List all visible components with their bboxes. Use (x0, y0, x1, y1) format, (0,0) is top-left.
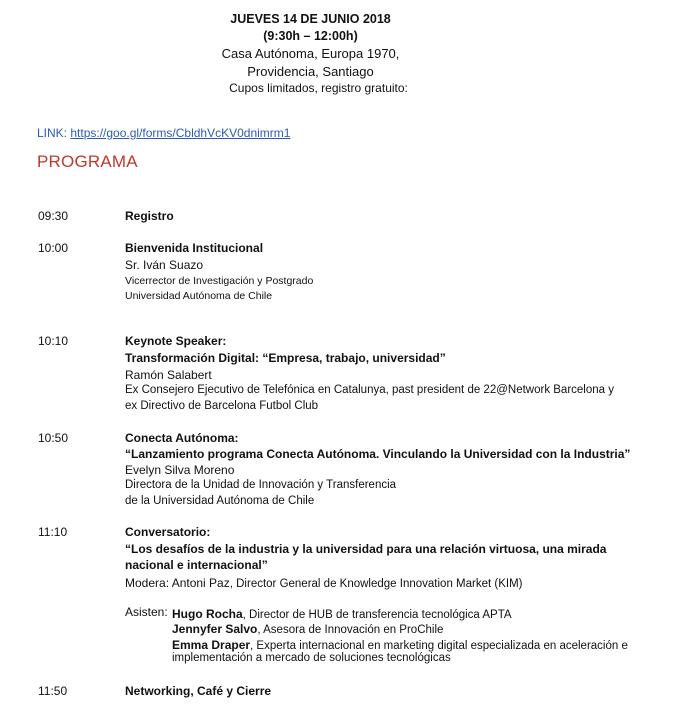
speaker-role: Universidad Autónoma de Chile (125, 290, 273, 302)
speaker-role: ex Directivo de Barcelona Futbol Club (125, 400, 319, 412)
agenda-title: Conecta Autónoma: (125, 431, 239, 445)
speaker-role: de la Universidad Autónoma de Chile (125, 495, 315, 507)
registration-link[interactable] (37, 126, 290, 140)
agenda-title: Registro (125, 209, 174, 223)
attendee-role: , Experta internacional en marketing digital especializada en aceleración e (250, 640, 628, 652)
attendee-role: , Asesora de Innovación en ProChile (257, 624, 444, 636)
section-title: PROGRAMA (37, 152, 138, 171)
speaker-name: Sr. Iván Suazo (125, 258, 204, 272)
agenda-time: 11:50 (38, 684, 68, 698)
registration-note: Cupos limitados, registro gratuito: (229, 81, 408, 95)
event-place: Providencia, Santiago (247, 64, 374, 79)
attendee-role: , Director de HUB de transferencia tecnológica APTA (242, 609, 512, 621)
attendee-name: Emma Draper (172, 638, 251, 652)
speaker-role: Vicerrector de Investigación y Postgrado (125, 275, 314, 287)
agenda-title: Bienvenida Institucional (125, 241, 264, 255)
speaker-name: Ramón Salabert (125, 368, 212, 382)
link-url: https://goo.gl/forms/CbldhVcKV0dnimrm1 (70, 126, 291, 140)
attendee-name: Hugo Rocha (172, 607, 243, 621)
agenda-subtitle: “Los desafíos de la industria y la universidad para una relación virtuosa, una mirada (125, 542, 607, 556)
link-prefix: LINK: (37, 126, 71, 140)
speaker-name: Evelyn Silva Moreno (125, 463, 235, 477)
agenda-time: 10:10 (38, 334, 69, 348)
event-date: JUEVES 14 DE JUNIO 2018 (230, 12, 391, 26)
event-venue: Casa Autónoma, Europa 1970, (221, 46, 400, 61)
attendee-role-cont: implementación a mercado de soluciones tecnológicas (172, 652, 451, 664)
agenda-time: 09:30 (38, 209, 69, 223)
agenda-time: 11:10 (38, 525, 68, 539)
moderator-label: Modera: Antoni Paz (125, 576, 230, 590)
agenda-time: 10:50 (38, 431, 69, 445)
agenda-title: Keynote Speaker: (125, 334, 227, 348)
event-time: (9:30h – 12:00h) (263, 29, 358, 43)
moderator-line (125, 574, 522, 592)
agenda-subtitle: “Lanzamiento programa Conecta Autónoma. Vinculando la Universidad con la Industria” (125, 447, 631, 461)
moderator-role: , Director General de Knowledge Innovation Market (KIM) (229, 578, 523, 590)
agenda-title: Networking, Café y Cierre (125, 684, 272, 698)
agenda-subtitle: Transformación Digital: “Empresa, trabajo, universidad” (125, 351, 446, 365)
agenda-subtitle: nacional e internacional” (125, 558, 268, 572)
speaker-role: Ex Consejero Ejecutivo de Telefónica en Catalunya, past president de 22@Network Barcelona y (125, 384, 614, 396)
speaker-role: Directora de la Unidad de Innovación y Transferencia (125, 479, 397, 491)
agenda-title: Conversatorio: (125, 525, 211, 539)
agenda-time: 10:00 (38, 241, 69, 255)
attendee-name: Jennyfer Salvo (172, 622, 258, 636)
attendees-label: Asisten: (125, 605, 168, 619)
